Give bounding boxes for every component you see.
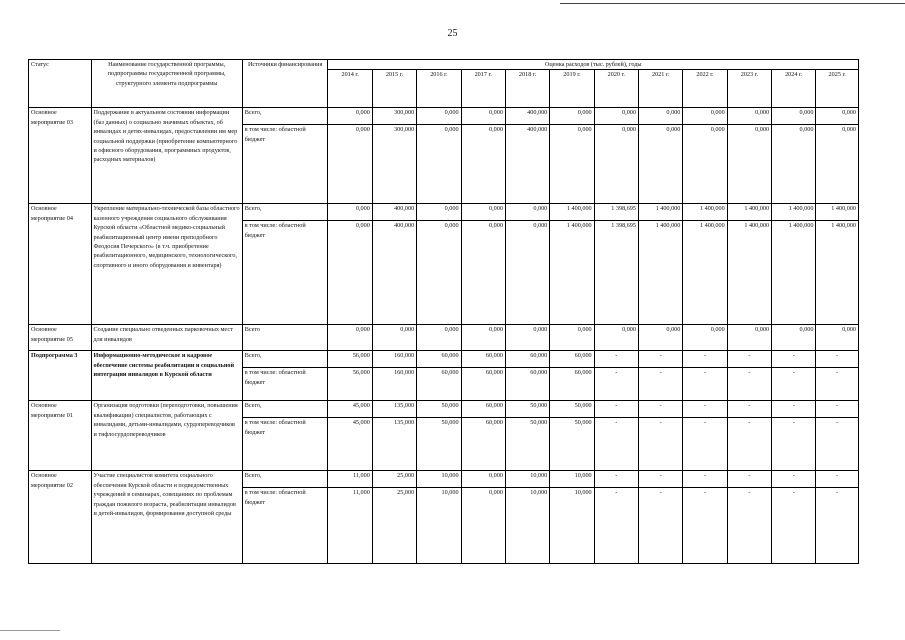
value-cell: 0,000	[505, 221, 549, 325]
value-cell: 0,000	[816, 108, 859, 125]
value-cell: 60,000	[417, 351, 461, 368]
value-cell: 0,000	[594, 125, 638, 204]
value-cell: 25,000	[372, 471, 416, 488]
value-cell: 0,000	[505, 325, 549, 351]
value-cell: 400,000	[372, 221, 416, 325]
value-cell: -	[638, 418, 682, 471]
value-cell: -	[816, 471, 859, 488]
header-name: Наименование государственной программы, подпрограммы государственной программы, структурного элемента подпрограммы	[91, 60, 242, 108]
row-status: Основное мероприятие 05	[29, 325, 92, 351]
value-cell: 1 400,000	[727, 221, 771, 325]
value-cell: 300,000	[372, 108, 416, 125]
row-name: Участие специалистов комитета социального обеспечения Курской области и подведомственных учреждений в семинарах, совещаниях по проблемам граждан пожилого возраста, реабилитации инвалидов и детей-инвалидов, формирования доступной среды	[91, 471, 242, 564]
row-status: Подпрограмма 3	[29, 351, 92, 401]
value-cell: -	[727, 368, 771, 401]
row-name: Организация подготовки (переподготовки, повышения квалификации) специалистов, работающих с инвалидами, детьми-инвалидами, сурдопереводчиков и тифлосурдопереводчиков	[91, 401, 242, 471]
value-cell: 0,000	[550, 325, 594, 351]
value-cell: -	[727, 488, 771, 564]
value-cell: -	[772, 351, 816, 368]
value-cell: 0,000	[550, 108, 594, 125]
value-cell: 1 400,000	[638, 221, 682, 325]
value-cell: 10,000	[505, 488, 549, 564]
value-cell: -	[638, 351, 682, 368]
year-header: 2025 г.	[816, 70, 859, 108]
year-header: 2015 г.	[372, 70, 416, 108]
row-name: Информационно-методическое и кадровое обеспечение системы реабилитации и социальной интеграции инвалидов в Курской области	[91, 351, 242, 401]
value-cell: -	[594, 488, 638, 564]
table-row	[29, 325, 859, 351]
value-cell: -	[772, 368, 816, 401]
value-cell: -	[772, 488, 816, 564]
value-cell: 0,000	[328, 108, 372, 125]
value-cell: -	[638, 471, 682, 488]
row-source-regional: в том числе: областной бюджет	[242, 125, 328, 204]
value-cell: 60,000	[505, 351, 549, 368]
value-cell: 0,000	[461, 204, 505, 221]
value-cell: 400,000	[372, 204, 416, 221]
value-cell: 0,000	[461, 488, 505, 564]
value-cell: 1 398,695	[594, 221, 638, 325]
row-name: Укрепление материально-технической базы областного казенного учреждения социального обслуживания Курской области «Областной медико-социальный реабилитационный центр имени преподобного Феодосия Печерского» (в т.ч. приобретение реабилитационного, медицинского, технологического, спортивного и иного оборудования и инвентаря)	[91, 204, 242, 325]
value-cell: 1 398,695	[594, 204, 638, 221]
row-source-total: Всего,	[242, 204, 328, 221]
value-cell: 0,000	[816, 125, 859, 204]
value-cell: -	[683, 471, 727, 488]
value-cell: 0,000	[727, 325, 771, 351]
value-cell: 0,000	[683, 108, 727, 125]
value-cell: -	[727, 351, 771, 368]
row-name: Создание специально отведенных парковочных мест для инвалидов	[91, 325, 242, 351]
value-cell: 11,000	[328, 471, 372, 488]
value-cell: -	[727, 471, 771, 488]
value-cell: 60,000	[461, 368, 505, 401]
value-cell: 10,000	[417, 488, 461, 564]
bottom-rule	[0, 630, 60, 631]
value-cell: 60,000	[461, 418, 505, 471]
year-header: 2020 г.	[594, 70, 638, 108]
value-cell: -	[594, 418, 638, 471]
row-source-regional: в том числе: областной бюджет	[242, 488, 328, 564]
value-cell: -	[772, 418, 816, 471]
value-cell: 0,000	[772, 125, 816, 204]
top-rule	[560, 3, 905, 4]
table-row	[29, 204, 859, 221]
value-cell: 10,000	[550, 488, 594, 564]
value-cell: 60,000	[550, 368, 594, 401]
row-source-total: Всего,	[242, 401, 328, 418]
value-cell: 0,000	[417, 204, 461, 221]
value-cell: 135,000	[372, 418, 416, 471]
value-cell: 56,000	[328, 368, 372, 401]
value-cell: 160,000	[372, 351, 416, 368]
value-cell: -	[594, 401, 638, 418]
value-cell: 0,000	[417, 325, 461, 351]
value-cell: 0,000	[638, 108, 682, 125]
value-cell: 25,000	[372, 488, 416, 564]
value-cell: -	[816, 488, 859, 564]
value-cell: 56,000	[328, 351, 372, 368]
value-cell: 0,000	[550, 125, 594, 204]
value-cell: 0,000	[461, 125, 505, 204]
row-source-regional: в том числе: областной бюджет	[242, 221, 328, 325]
value-cell: 1 400,000	[816, 221, 859, 325]
value-cell: -	[727, 418, 771, 471]
year-header: 2016 г.	[417, 70, 461, 108]
year-header: 2024 г.	[772, 70, 816, 108]
value-cell: -	[594, 471, 638, 488]
value-cell: 1 400,000	[816, 204, 859, 221]
value-cell: 0,000	[683, 125, 727, 204]
value-cell: -	[816, 368, 859, 401]
value-cell: 0,000	[461, 325, 505, 351]
value-cell: 10,000	[550, 471, 594, 488]
row-name: Поддержание в актуальном состоянии информации (баз данных) о социально значимых объектах, об инвалидах и детях-инвалидах, предоставлении им мер социальной поддержки (приобретение компьютерного и офисного оборудования, программных продуктов, расходных материалов)	[91, 108, 242, 204]
value-cell: 0,000	[772, 108, 816, 125]
value-cell: 0,000	[727, 125, 771, 204]
row-source-regional: в том числе: областной бюджет	[242, 368, 328, 401]
year-header: 2017 г.	[461, 70, 505, 108]
year-header: 2014 г.	[328, 70, 372, 108]
year-header: 2022 г.	[683, 70, 727, 108]
table-row	[29, 108, 859, 125]
value-cell: 135,000	[372, 401, 416, 418]
value-cell: 0,000	[417, 125, 461, 204]
value-cell: 45,000	[328, 401, 372, 418]
value-cell: -	[683, 418, 727, 471]
page-number: 25	[447, 28, 458, 39]
value-cell: 60,000	[505, 368, 549, 401]
value-cell: 400,000	[505, 108, 549, 125]
table-row	[29, 351, 859, 368]
value-cell: -	[683, 488, 727, 564]
value-cell: 50,000	[550, 418, 594, 471]
row-source-total: Всего,	[242, 471, 328, 488]
row-source-regional: в том числе: областной бюджет	[242, 418, 328, 471]
value-cell: 11,000	[328, 488, 372, 564]
value-cell: 300,000	[372, 125, 416, 204]
value-cell: 60,000	[417, 368, 461, 401]
row-status: Основное мероприятие 01	[29, 401, 92, 471]
value-cell: 0,000	[638, 325, 682, 351]
value-cell: -	[638, 401, 682, 418]
table-row	[29, 401, 859, 418]
value-cell: 1 400,000	[727, 204, 771, 221]
value-cell: 400,000	[505, 125, 549, 204]
value-cell: 1 400,000	[683, 221, 727, 325]
value-cell: -	[816, 351, 859, 368]
value-cell: 0,000	[372, 325, 416, 351]
year-header: 2019 г.	[550, 70, 594, 108]
value-cell: 0,000	[417, 221, 461, 325]
value-cell: -	[594, 351, 638, 368]
value-cell: 50,000	[505, 418, 549, 471]
value-cell: 45,000	[328, 418, 372, 471]
value-cell: -	[772, 401, 816, 418]
value-cell: 60,000	[461, 401, 505, 418]
value-cell: 60,000	[461, 351, 505, 368]
value-cell: 0,000	[594, 108, 638, 125]
value-cell: 50,000	[550, 401, 594, 418]
value-cell: 0,000	[772, 325, 816, 351]
value-cell: 50,000	[505, 401, 549, 418]
value-cell: 0,000	[461, 471, 505, 488]
value-cell: -	[638, 368, 682, 401]
row-status: Основное мероприятие 03	[29, 108, 92, 204]
value-cell: 50,000	[417, 401, 461, 418]
row-source-total: Всего,	[242, 351, 328, 368]
value-cell: 1 400,000	[550, 204, 594, 221]
year-header: 2021 г.	[638, 70, 682, 108]
header-status: Статус	[29, 60, 92, 108]
value-cell: -	[816, 418, 859, 471]
value-cell: 50,000	[417, 418, 461, 471]
value-cell: -	[638, 488, 682, 564]
value-cell: -	[594, 368, 638, 401]
value-cell: -	[683, 351, 727, 368]
value-cell: 0,000	[683, 325, 727, 351]
value-cell: 0,000	[328, 221, 372, 325]
value-cell: -	[727, 401, 771, 418]
year-header: 2018 г.	[505, 70, 549, 108]
row-status: Основное мероприятие 04	[29, 204, 92, 325]
value-cell: 10,000	[505, 471, 549, 488]
value-cell: 0,000	[727, 108, 771, 125]
value-cell: -	[816, 401, 859, 418]
value-cell: -	[683, 401, 727, 418]
value-cell: 1 400,000	[550, 221, 594, 325]
header-row	[29, 60, 859, 70]
table-row	[29, 471, 859, 488]
value-cell: 0,000	[594, 325, 638, 351]
value-cell: -	[683, 368, 727, 401]
header-estimate: Оценка расходов (тыс. рублей), годы	[328, 60, 859, 70]
header-source: Источники финансирования	[242, 60, 328, 108]
value-cell: 10,000	[417, 471, 461, 488]
value-cell: 1 400,000	[772, 221, 816, 325]
value-cell: 0,000	[417, 108, 461, 125]
value-cell: 1 400,000	[683, 204, 727, 221]
value-cell: 0,000	[328, 325, 372, 351]
value-cell: 0,000	[816, 325, 859, 351]
value-cell: 1 400,000	[638, 204, 682, 221]
value-cell: 160,000	[372, 368, 416, 401]
value-cell: 60,000	[550, 351, 594, 368]
row-source-total: Всего	[242, 325, 328, 351]
value-cell: 0,000	[638, 125, 682, 204]
value-cell: 0,000	[328, 204, 372, 221]
value-cell: 0,000	[328, 125, 372, 204]
row-status: Основное мероприятие 02	[29, 471, 92, 564]
year-header: 2023 г.	[727, 70, 771, 108]
value-cell: 0,000	[505, 204, 549, 221]
value-cell: 0,000	[461, 108, 505, 125]
value-cell: -	[772, 471, 816, 488]
value-cell: 1 400,000	[772, 204, 816, 221]
expenditure-table	[28, 59, 859, 564]
value-cell: 0,000	[461, 221, 505, 325]
row-source-total: Всего,	[242, 108, 328, 125]
